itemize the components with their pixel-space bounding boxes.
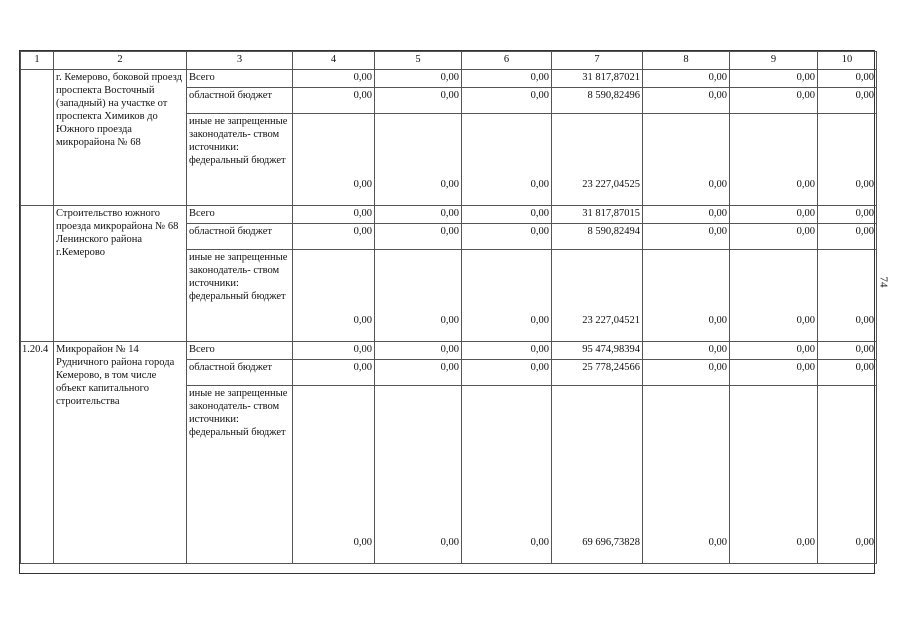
value-cell: 0,00 [643, 114, 730, 206]
value-cell: 0,00 [818, 114, 877, 206]
value-cell: 23 227,04521 [552, 250, 643, 342]
funding-source: областной бюджет [187, 360, 293, 386]
value-cell: 0,00 [375, 360, 462, 386]
value-cell: 0,00 [375, 88, 462, 114]
object-name: Строительство южного проезда микрорайона № 68 Ленинского района г.Кемерово [54, 206, 187, 342]
header-cell: 6 [462, 52, 552, 70]
value-cell: 0,00 [730, 70, 818, 88]
funding-source: Всего [187, 206, 293, 224]
header-cell: 10 [818, 52, 877, 70]
value-cell: 0,00 [643, 88, 730, 114]
value-cell: 0,00 [462, 224, 552, 250]
header-cell: 2 [54, 52, 187, 70]
funding-source: иные не запрещенные законодатель- ством источники: федеральный бюджет [187, 386, 293, 564]
value-cell: 0,00 [818, 206, 877, 224]
value-cell: 0,00 [293, 70, 375, 88]
budget-table-sheet [19, 50, 875, 574]
funding-source: областной бюджет [187, 224, 293, 250]
value-cell: 0,00 [375, 206, 462, 224]
value-cell: 8 590,82496 [552, 88, 643, 114]
value-cell: 0,00 [462, 88, 552, 114]
header-cell: 3 [187, 52, 293, 70]
value-cell: 0,00 [462, 386, 552, 564]
value-cell: 8 590,82494 [552, 224, 643, 250]
value-cell: 0,00 [375, 224, 462, 250]
value-cell: 0,00 [643, 386, 730, 564]
value-cell: 0,00 [462, 360, 552, 386]
value-cell: 0,00 [818, 360, 877, 386]
value-cell: 0,00 [375, 70, 462, 88]
value-cell: 0,00 [375, 342, 462, 360]
table-row [21, 342, 877, 360]
value-cell: 0,00 [293, 114, 375, 206]
value-cell: 0,00 [293, 88, 375, 114]
header-cell: 5 [375, 52, 462, 70]
header-cell: 8 [643, 52, 730, 70]
funding-source: иные не запрещенные законодатель- ством источники: федеральный бюджет [187, 114, 293, 206]
value-cell: 0,00 [730, 114, 818, 206]
object-name: г. Кемерово, боковой проезд проспекта Восточный (западный) на участке от проспекта Химиков до Южного проезда микрорайона № 68 [54, 70, 187, 206]
budget-table [20, 51, 877, 564]
value-cell: 31 817,87021 [552, 70, 643, 88]
value-cell: 0,00 [293, 250, 375, 342]
value-cell: 0,00 [293, 360, 375, 386]
row-index [21, 70, 54, 206]
value-cell: 0,00 [730, 88, 818, 114]
value-cell: 0,00 [462, 206, 552, 224]
row-index [21, 206, 54, 342]
value-cell: 0,00 [293, 224, 375, 250]
value-cell: 0,00 [643, 70, 730, 88]
value-cell: 0,00 [730, 342, 818, 360]
value-cell: 0,00 [643, 342, 730, 360]
value-cell: 0,00 [643, 206, 730, 224]
table-row [21, 206, 877, 224]
value-cell: 0,00 [643, 360, 730, 386]
object-name: Микрорайон № 14 Рудничного района города Кемерово, в том числе объект капитального строительства [54, 342, 187, 564]
value-cell: 0,00 [730, 224, 818, 250]
value-cell: 0,00 [818, 70, 877, 88]
header-cell: 7 [552, 52, 643, 70]
value-cell: 0,00 [462, 114, 552, 206]
value-cell: 0,00 [293, 206, 375, 224]
funding-source: областной бюджет [187, 88, 293, 114]
value-cell: 0,00 [818, 224, 877, 250]
value-cell: 0,00 [462, 342, 552, 360]
header-cell: 1 [21, 52, 54, 70]
funding-source: иные не запрещенные законодатель- ством источники: федеральный бюджет [187, 250, 293, 342]
funding-source: Всего [187, 342, 293, 360]
value-cell: 0,00 [818, 250, 877, 342]
value-cell: 95 474,98394 [552, 342, 643, 360]
value-cell: 0,00 [818, 386, 877, 564]
value-cell: 0,00 [375, 250, 462, 342]
value-cell: 23 227,04525 [552, 114, 643, 206]
value-cell: 0,00 [375, 114, 462, 206]
value-cell: 31 817,87015 [552, 206, 643, 224]
value-cell: 0,00 [730, 206, 818, 224]
value-cell: 0,00 [375, 386, 462, 564]
value-cell: 0,00 [730, 386, 818, 564]
header-cell: 4 [293, 52, 375, 70]
value-cell: 0,00 [293, 342, 375, 360]
value-cell: 0,00 [730, 250, 818, 342]
value-cell: 0,00 [818, 88, 877, 114]
row-index: 1.20.4 [21, 342, 54, 564]
value-cell: 0,00 [462, 70, 552, 88]
value-cell: 0,00 [818, 342, 877, 360]
value-cell: 0,00 [730, 360, 818, 386]
header-cell: 9 [730, 52, 818, 70]
value-cell: 0,00 [293, 386, 375, 564]
header-row [21, 52, 877, 70]
value-cell: 25 778,24566 [552, 360, 643, 386]
value-cell: 69 696,73828 [552, 386, 643, 564]
value-cell: 0,00 [462, 250, 552, 342]
page-number: 74 [877, 276, 890, 288]
value-cell: 0,00 [643, 224, 730, 250]
funding-source: Всего [187, 70, 293, 88]
value-cell: 0,00 [643, 250, 730, 342]
table-row [21, 70, 877, 88]
